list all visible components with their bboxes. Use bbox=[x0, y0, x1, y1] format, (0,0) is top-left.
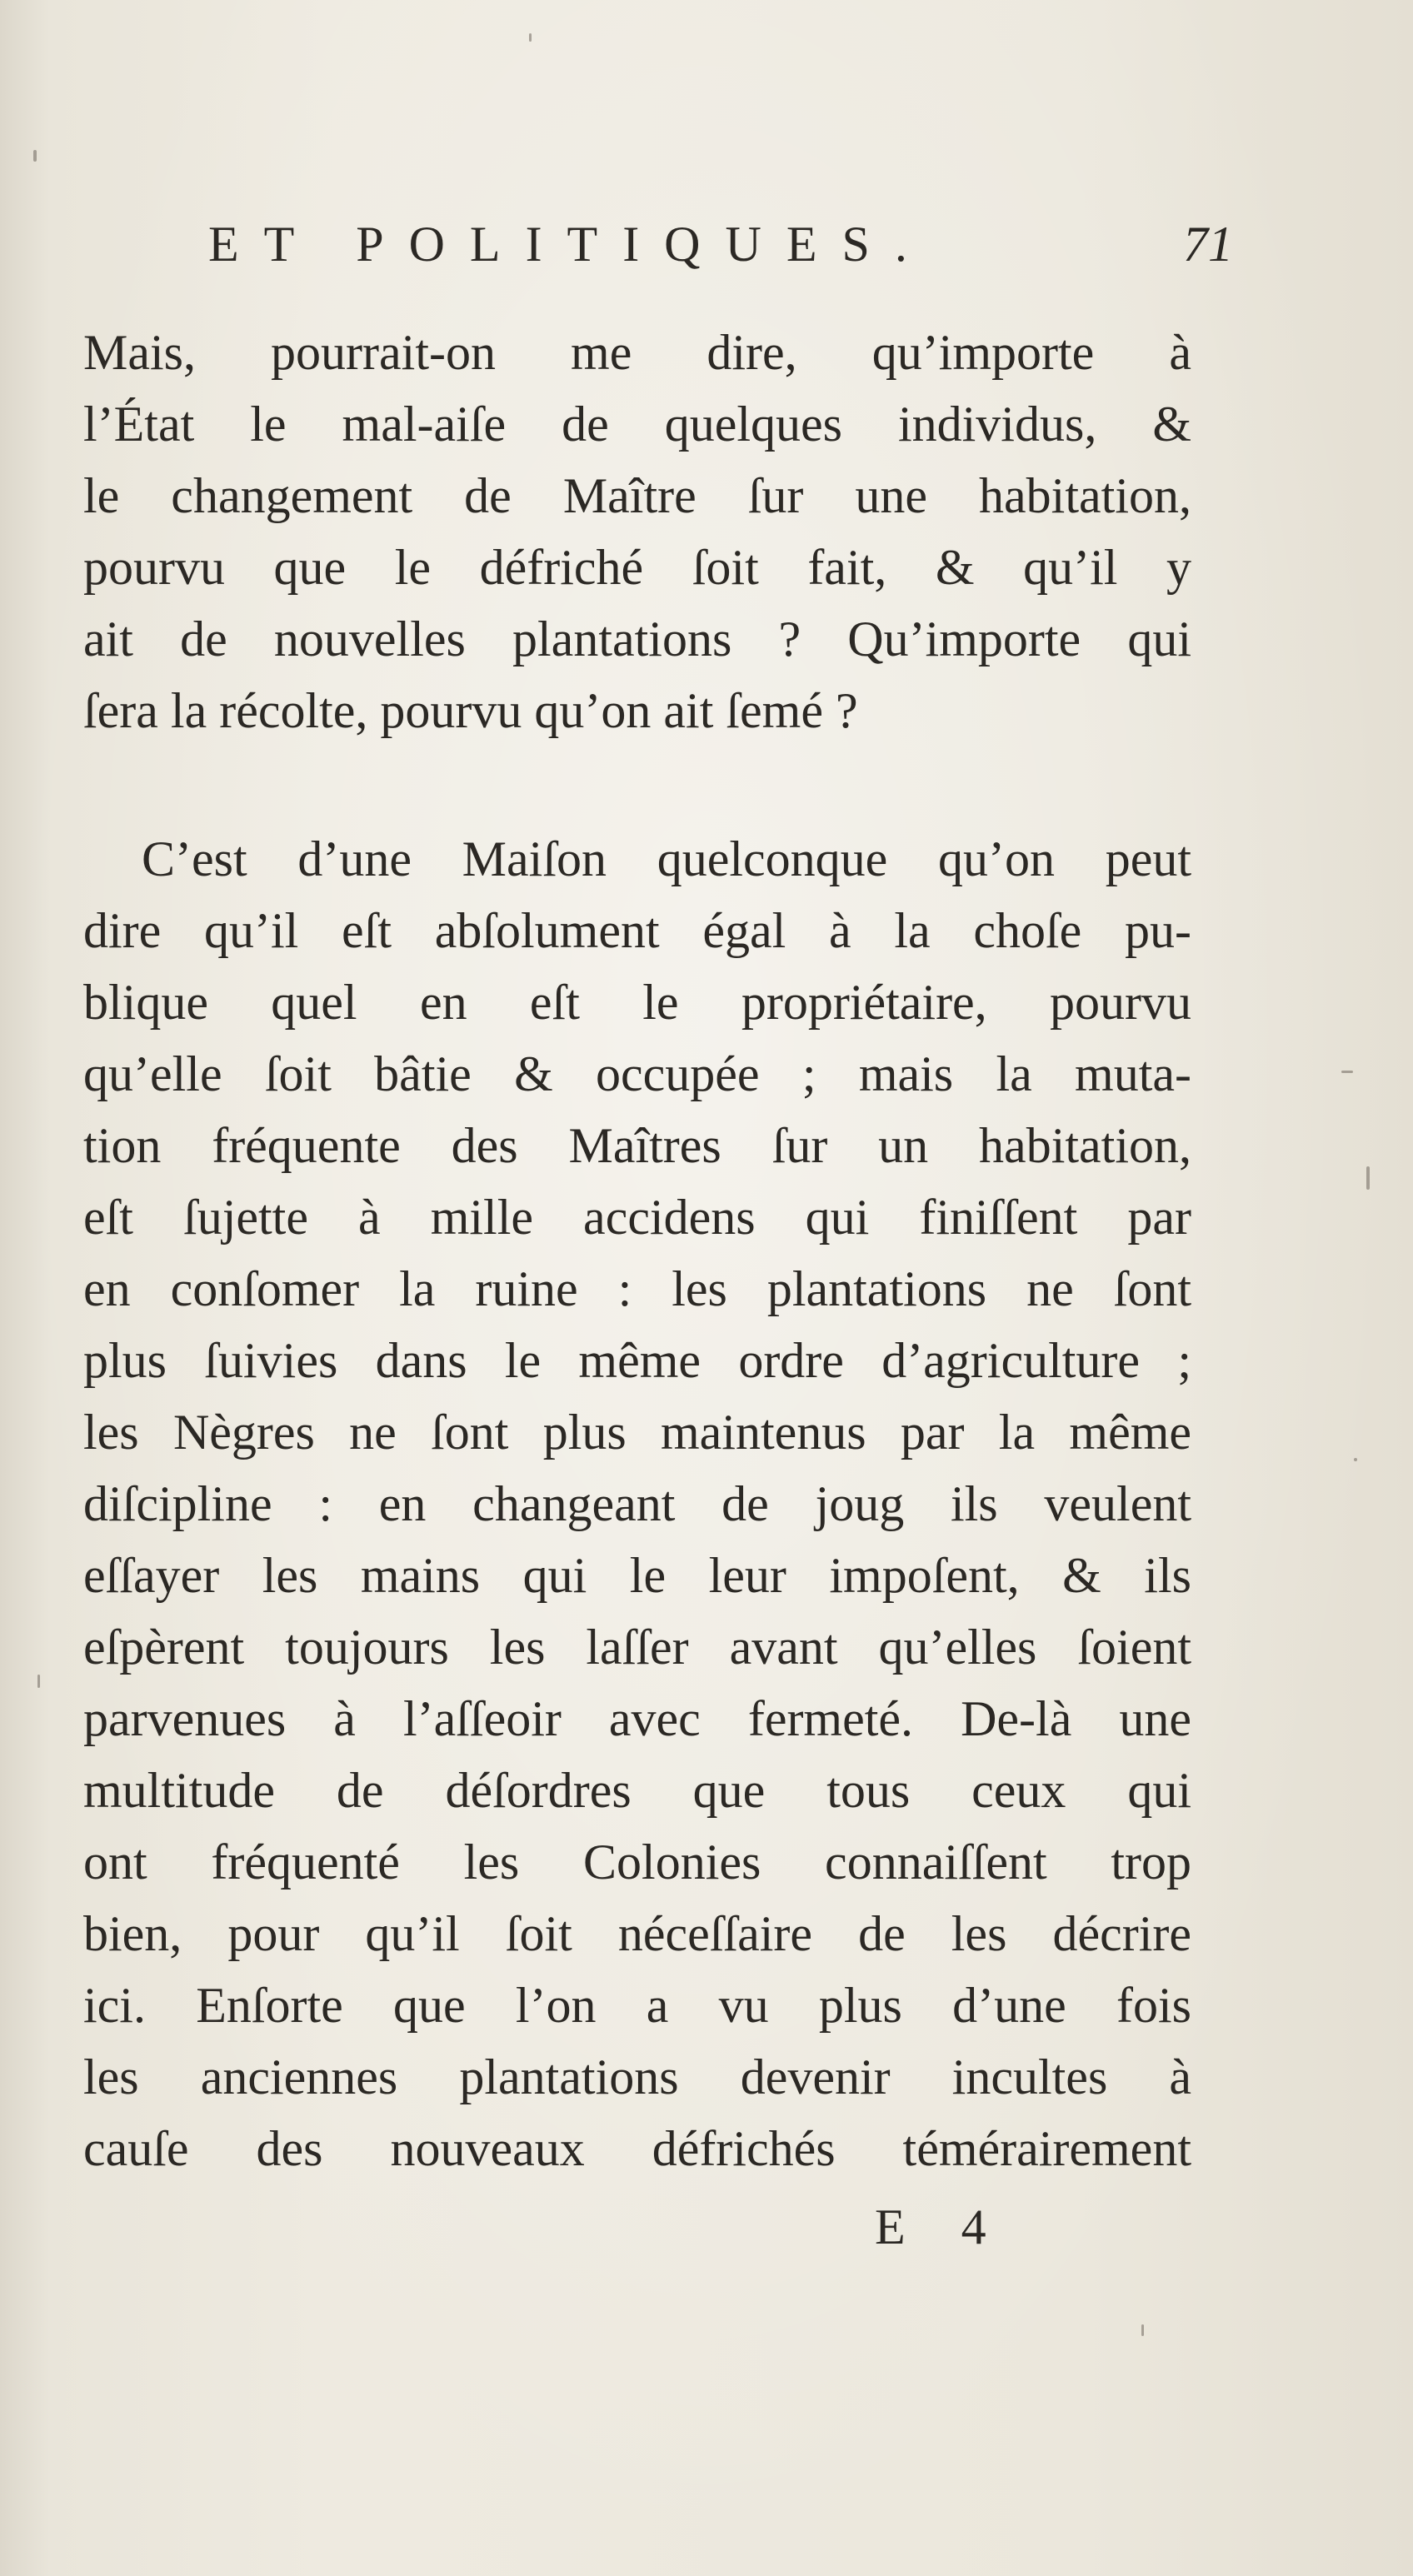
text-line: les anciennes plantations devenir incultes à bbox=[83, 2049, 1191, 2104]
text-line: ont fréquenté les Colonies connaiſſent trop bbox=[83, 1835, 1191, 1890]
text-line: plus ſuivies dans le même ordre d’agriculture ; bbox=[83, 1333, 1191, 1388]
text-line: C’est d’une Maiſon quelconque qu’on peut bbox=[142, 831, 1191, 886]
text-line: dire qu’il eſt abſolument égal à la choſe pu- bbox=[83, 903, 1191, 958]
paper-speck bbox=[1354, 1458, 1357, 1461]
text-line: les Nègres ne ſont plus maintenus par la même bbox=[83, 1405, 1191, 1460]
text-line: en conſomer la ruine : les plantations ne ſont bbox=[83, 1261, 1191, 1316]
paper-speck bbox=[1366, 1166, 1370, 1190]
paragraph-gap bbox=[83, 746, 1191, 823]
body-text bbox=[83, 317, 1191, 2184]
page-number: 71 bbox=[1183, 217, 1233, 272]
running-head bbox=[208, 207, 1233, 282]
text-line: blique quel en eſt le propriétaire, pourvu bbox=[83, 975, 1191, 1030]
text-line: ici. Enſorte que l’on a vu plus d’une fois bbox=[83, 1978, 1191, 2033]
text-line: eſt ſujette à mille accidens qui finiſſent par bbox=[83, 1190, 1191, 1245]
text-line: l’État le mal-aiſe de quelques individus, & bbox=[83, 397, 1191, 452]
text-line: eſſayer les mains qui le leur impoſent, & ils bbox=[83, 1548, 1191, 1603]
text-line: Mais, pourrait-on me dire, qu’importe à bbox=[83, 325, 1191, 380]
text-line: multitude de déſordres que tous ceux qui bbox=[83, 1763, 1191, 1818]
text-line: bien, pour qu’il ſoit néceſſaire de les décrire bbox=[83, 1906, 1191, 1961]
running-title: ET POLITIQUES. bbox=[208, 217, 932, 272]
text-line: tion fréquente des Maîtres ſur un habitation, bbox=[83, 1118, 1191, 1173]
paper-speck bbox=[529, 33, 532, 42]
text-line: diſcipline : en changeant de joug ils veulent bbox=[83, 1476, 1191, 1531]
paper-speck bbox=[37, 1675, 40, 1688]
text-line: cauſe des nouveaux défrichés témérairement bbox=[83, 2121, 1191, 2176]
text-line: qu’elle ſoit bâtie & occupée ; mais la muta- bbox=[83, 1046, 1191, 1101]
text-line: le changement de Maître ſur une habitation, bbox=[83, 468, 1191, 523]
text-line: eſpèrent toujours les laſſer avant qu’elles ſoient bbox=[83, 1620, 1191, 1675]
text-line: pourvu que le défriché ſoit fait, & qu’il y bbox=[83, 540, 1191, 595]
paper-speck bbox=[1341, 1071, 1353, 1073]
paper-speck bbox=[1141, 2324, 1144, 2336]
text-line: ſera la récolte, pourvu qu’on ait ſemé ? bbox=[83, 683, 858, 738]
text-line: ait de nouvelles plantations ? Qu’importe qui bbox=[83, 612, 1191, 666]
paper-speck bbox=[33, 150, 37, 162]
text-line: parvenues à l’aſſeoir avec fermeté. De-là une bbox=[83, 1691, 1191, 1746]
signature-mark: E 4 bbox=[875, 2199, 1008, 2254]
